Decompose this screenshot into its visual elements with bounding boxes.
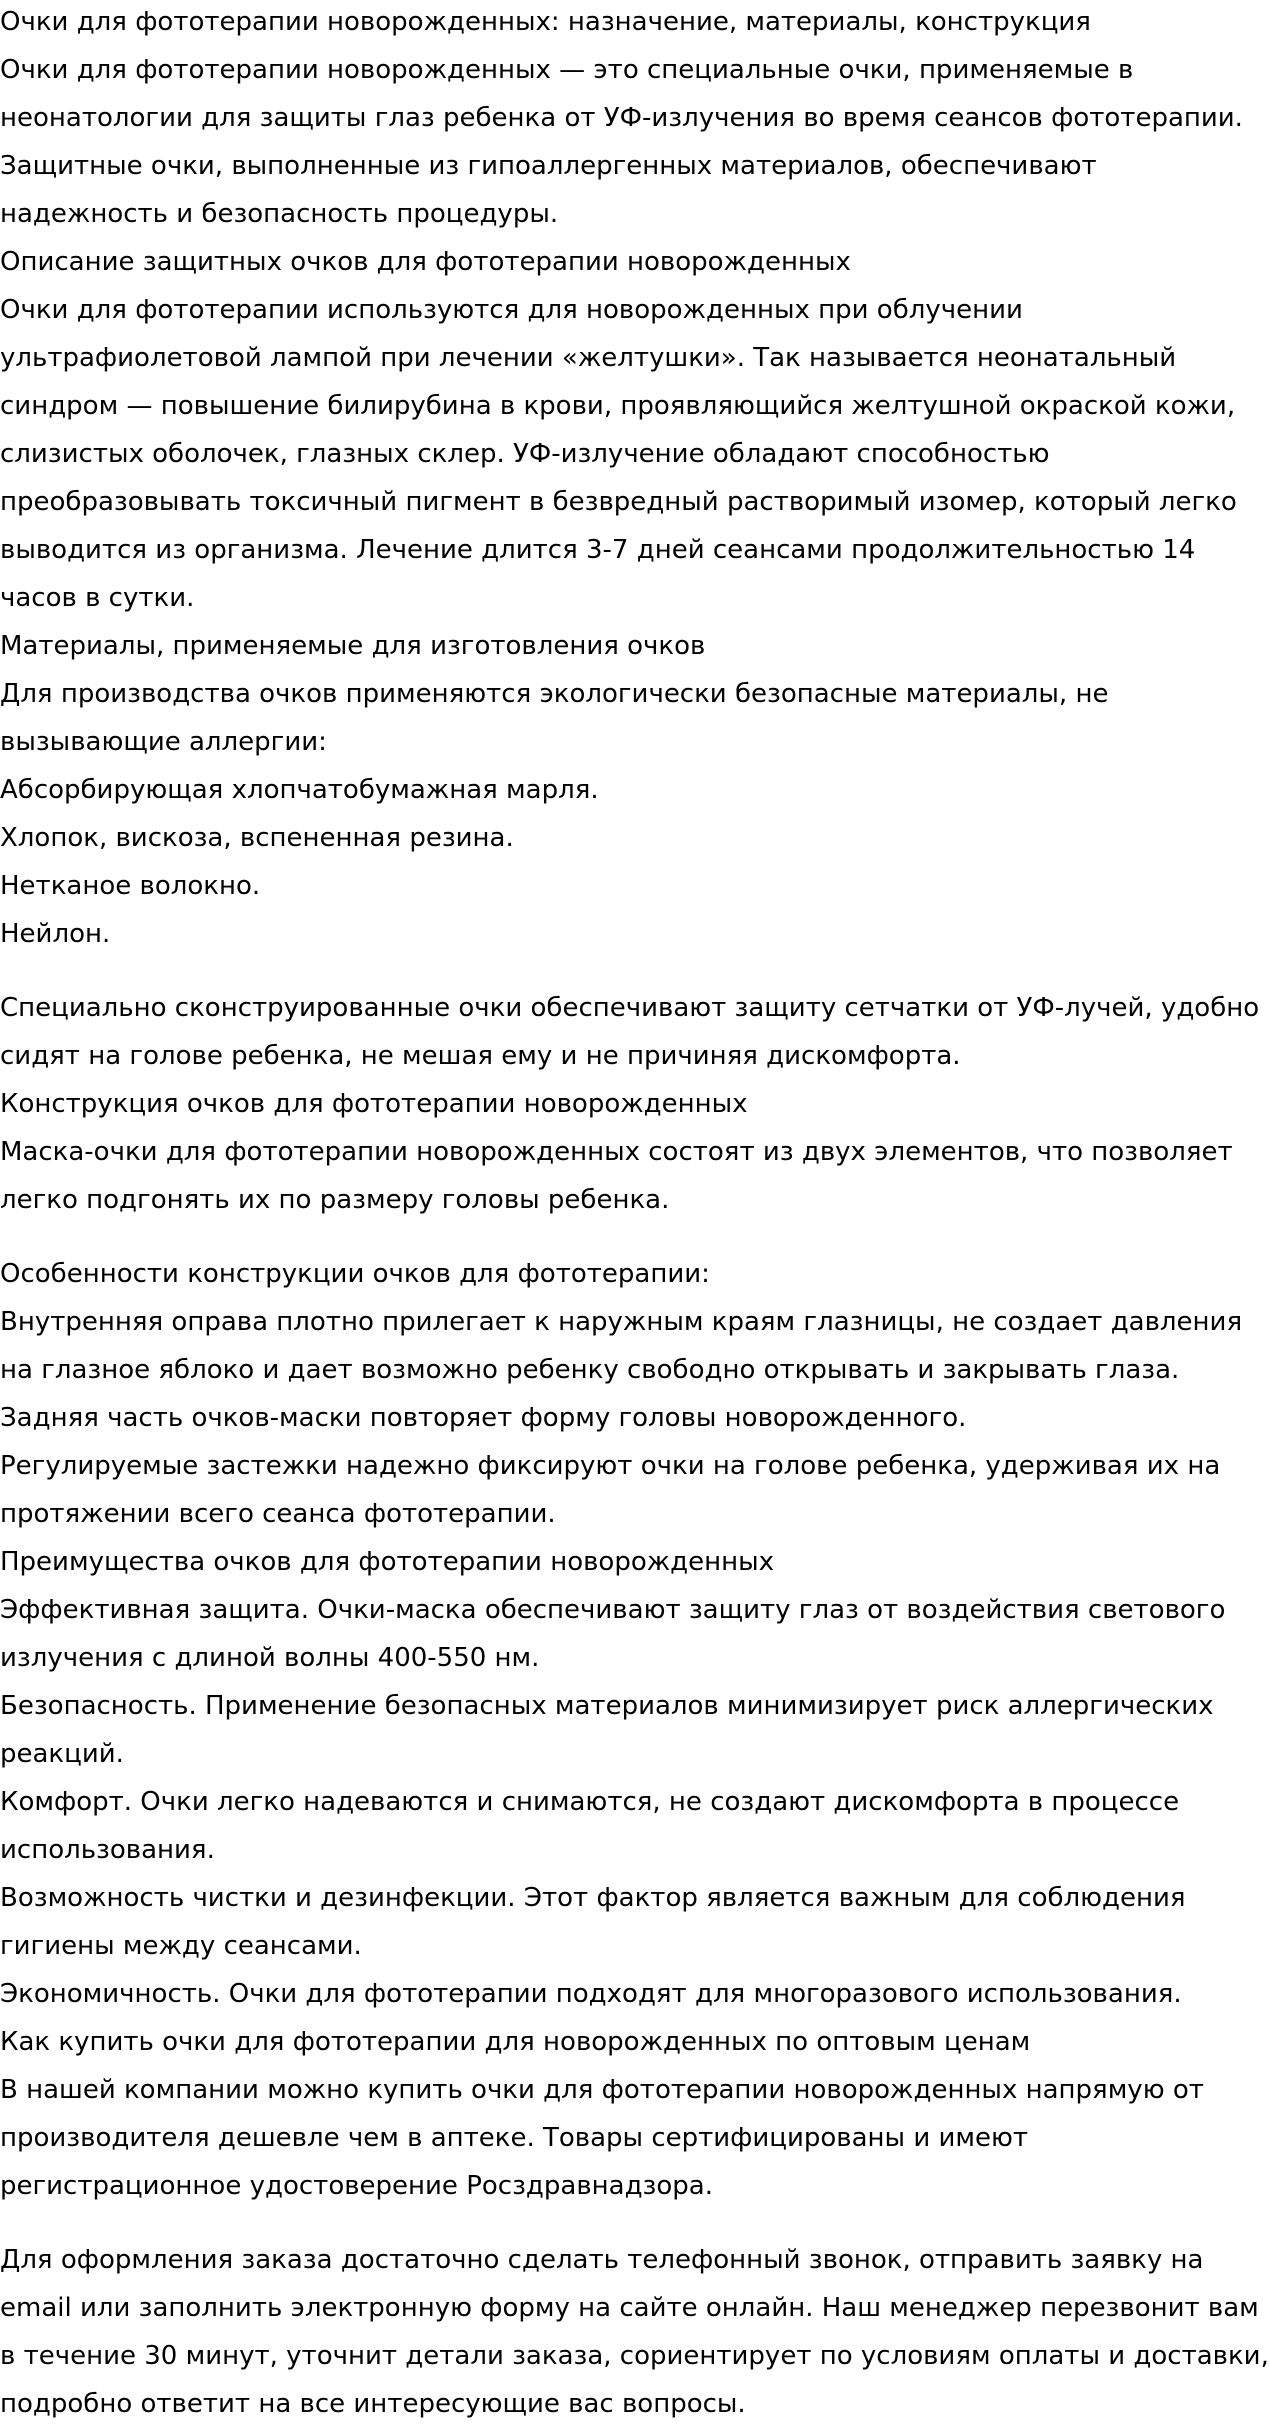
list-item: Нетканое волокно. bbox=[0, 871, 261, 901]
list-item: Безопасность. Применение безопасных материалов минимизирует риск аллергических реакций. bbox=[0, 1691, 1222, 1769]
list-item: Задняя часть очков-маски повторяет форму головы новорожденного. bbox=[0, 1403, 967, 1433]
buy-paragraph: В нашей компании можно купить очки для фототерапии новорожденных напрямую от производителя дешевле чем в аптеке. Товары сертифицированы и имеют регистрационное удостоверение Росздравнадзора. bbox=[0, 2075, 1213, 2201]
materials-after-paragraph: Специально сконструированные очки обеспечивают защиту сетчатки от УФ-лучей, удобно сидят на голове ребенка, не мешая ему и не причиняя дискомфорта. bbox=[0, 993, 1268, 1071]
list-item: Внутренняя оправа плотно прилегает к наружным краям глазницы, не создает давления на глазное яблоко и дает возможно ребенку свободно открывать и закрывать глаза. bbox=[0, 1307, 1251, 1385]
construction-heading: Конструкция очков для фототерапии новорожденных bbox=[0, 1089, 748, 1119]
spacer bbox=[0, 958, 1270, 984]
list-item: Абсорбирующая хлопчатобумажная марля. bbox=[0, 775, 599, 805]
list-item: Возможность чистки и дезинфекции. Этот фактор является важным для соблюдения гигиены между сеансами. bbox=[0, 1883, 1194, 1961]
list-item: Хлопок, вискоза, вспененная резина. bbox=[0, 823, 514, 853]
intro-paragraph: Очки для фототерапии новорожденных — это специальные очки, применяемые в неонатологии для защиты глаз ребенка от УФ-излучения во время сеансов фототерапии. Защитные очки, выполненные из гипоаллергенных материалов, обеспечивают надежность и безопасность процедуры. bbox=[0, 55, 1252, 229]
buy-heading: Как купить очки для фототерапии для новорожденных по оптовым ценам bbox=[0, 2027, 1031, 2057]
materials-heading: Материалы, применяемые для изготовления очков bbox=[0, 631, 706, 661]
materials-paragraph: Для производства очков применяются экологически безопасные материалы, не вызывающие аллергии: bbox=[0, 679, 1117, 757]
spacer bbox=[0, 2210, 1270, 2236]
materials-list bbox=[0, 766, 1270, 958]
order-paragraph: Для оформления заказа достаточно сделать телефонный звонок, отправить заявку на email или заполнить электронную форму на сайте онлайн. Наш менеджер перезвонит вам в течение 30 минут, уточнит детали заказа, сориентирует по условиям оплаты и доставки, подробно ответит на все интересующие вас вопросы. bbox=[0, 2245, 1269, 2419]
advantages-list bbox=[0, 1586, 1270, 2018]
description-paragraph: Очки для фототерапии используются для новорожденных при облучении ультрафиолетовой лампой при лечении «желтушки». Так называется неонатальный синдром — повышение билирубина в крови, проявляющийся желтушной окраской кожи, слизистых оболочек, глазных склер. УФ-излучение обладают способностью преобразовывать токсичный пигмент в безвредный растворимый изомер, который легко выводится из организма. Лечение длится 3-7 дней сеансами продолжительностью 14 часов в сутки. bbox=[0, 295, 1246, 613]
description-heading: Описание защитных очков для фототерапии новорожденных bbox=[0, 247, 851, 277]
spacer bbox=[0, 1224, 1270, 1250]
list-item: Нейлон. bbox=[0, 919, 111, 949]
advantages-heading: Преимущества очков для фототерапии новорожденных bbox=[0, 1547, 775, 1577]
list-item: Комфорт. Очки легко надеваются и снимаются, не создают дискомфорта в процессе использования. bbox=[0, 1787, 1188, 1865]
features-heading: Особенности конструкции очков для фототерапии: bbox=[0, 1259, 710, 1289]
list-item: Эффективная защита. Очки-маска обеспечивают защиту глаз от воздействия светового излучения с длиной волны 400-550 нм. bbox=[0, 1595, 1234, 1673]
features-list bbox=[0, 1298, 1270, 1538]
construction-paragraph: Маска-очки для фототерапии новорожденных состоят из двух элементов, что позволяет легко подгонять их по размеру головы ребенка. bbox=[0, 1137, 1241, 1215]
list-item: Экономичность. Очки для фототерапии подходят для многоразового использования. bbox=[0, 1979, 1182, 2009]
list-item: Регулируемые застежки надежно фиксируют очки на голове ребенка, удерживая их на протяжении всего сеанса фототерапии. bbox=[0, 1451, 1229, 1529]
article-title: Очки для фототерапии новорожденных: назначение, материалы, конструкция bbox=[0, 7, 1091, 37]
